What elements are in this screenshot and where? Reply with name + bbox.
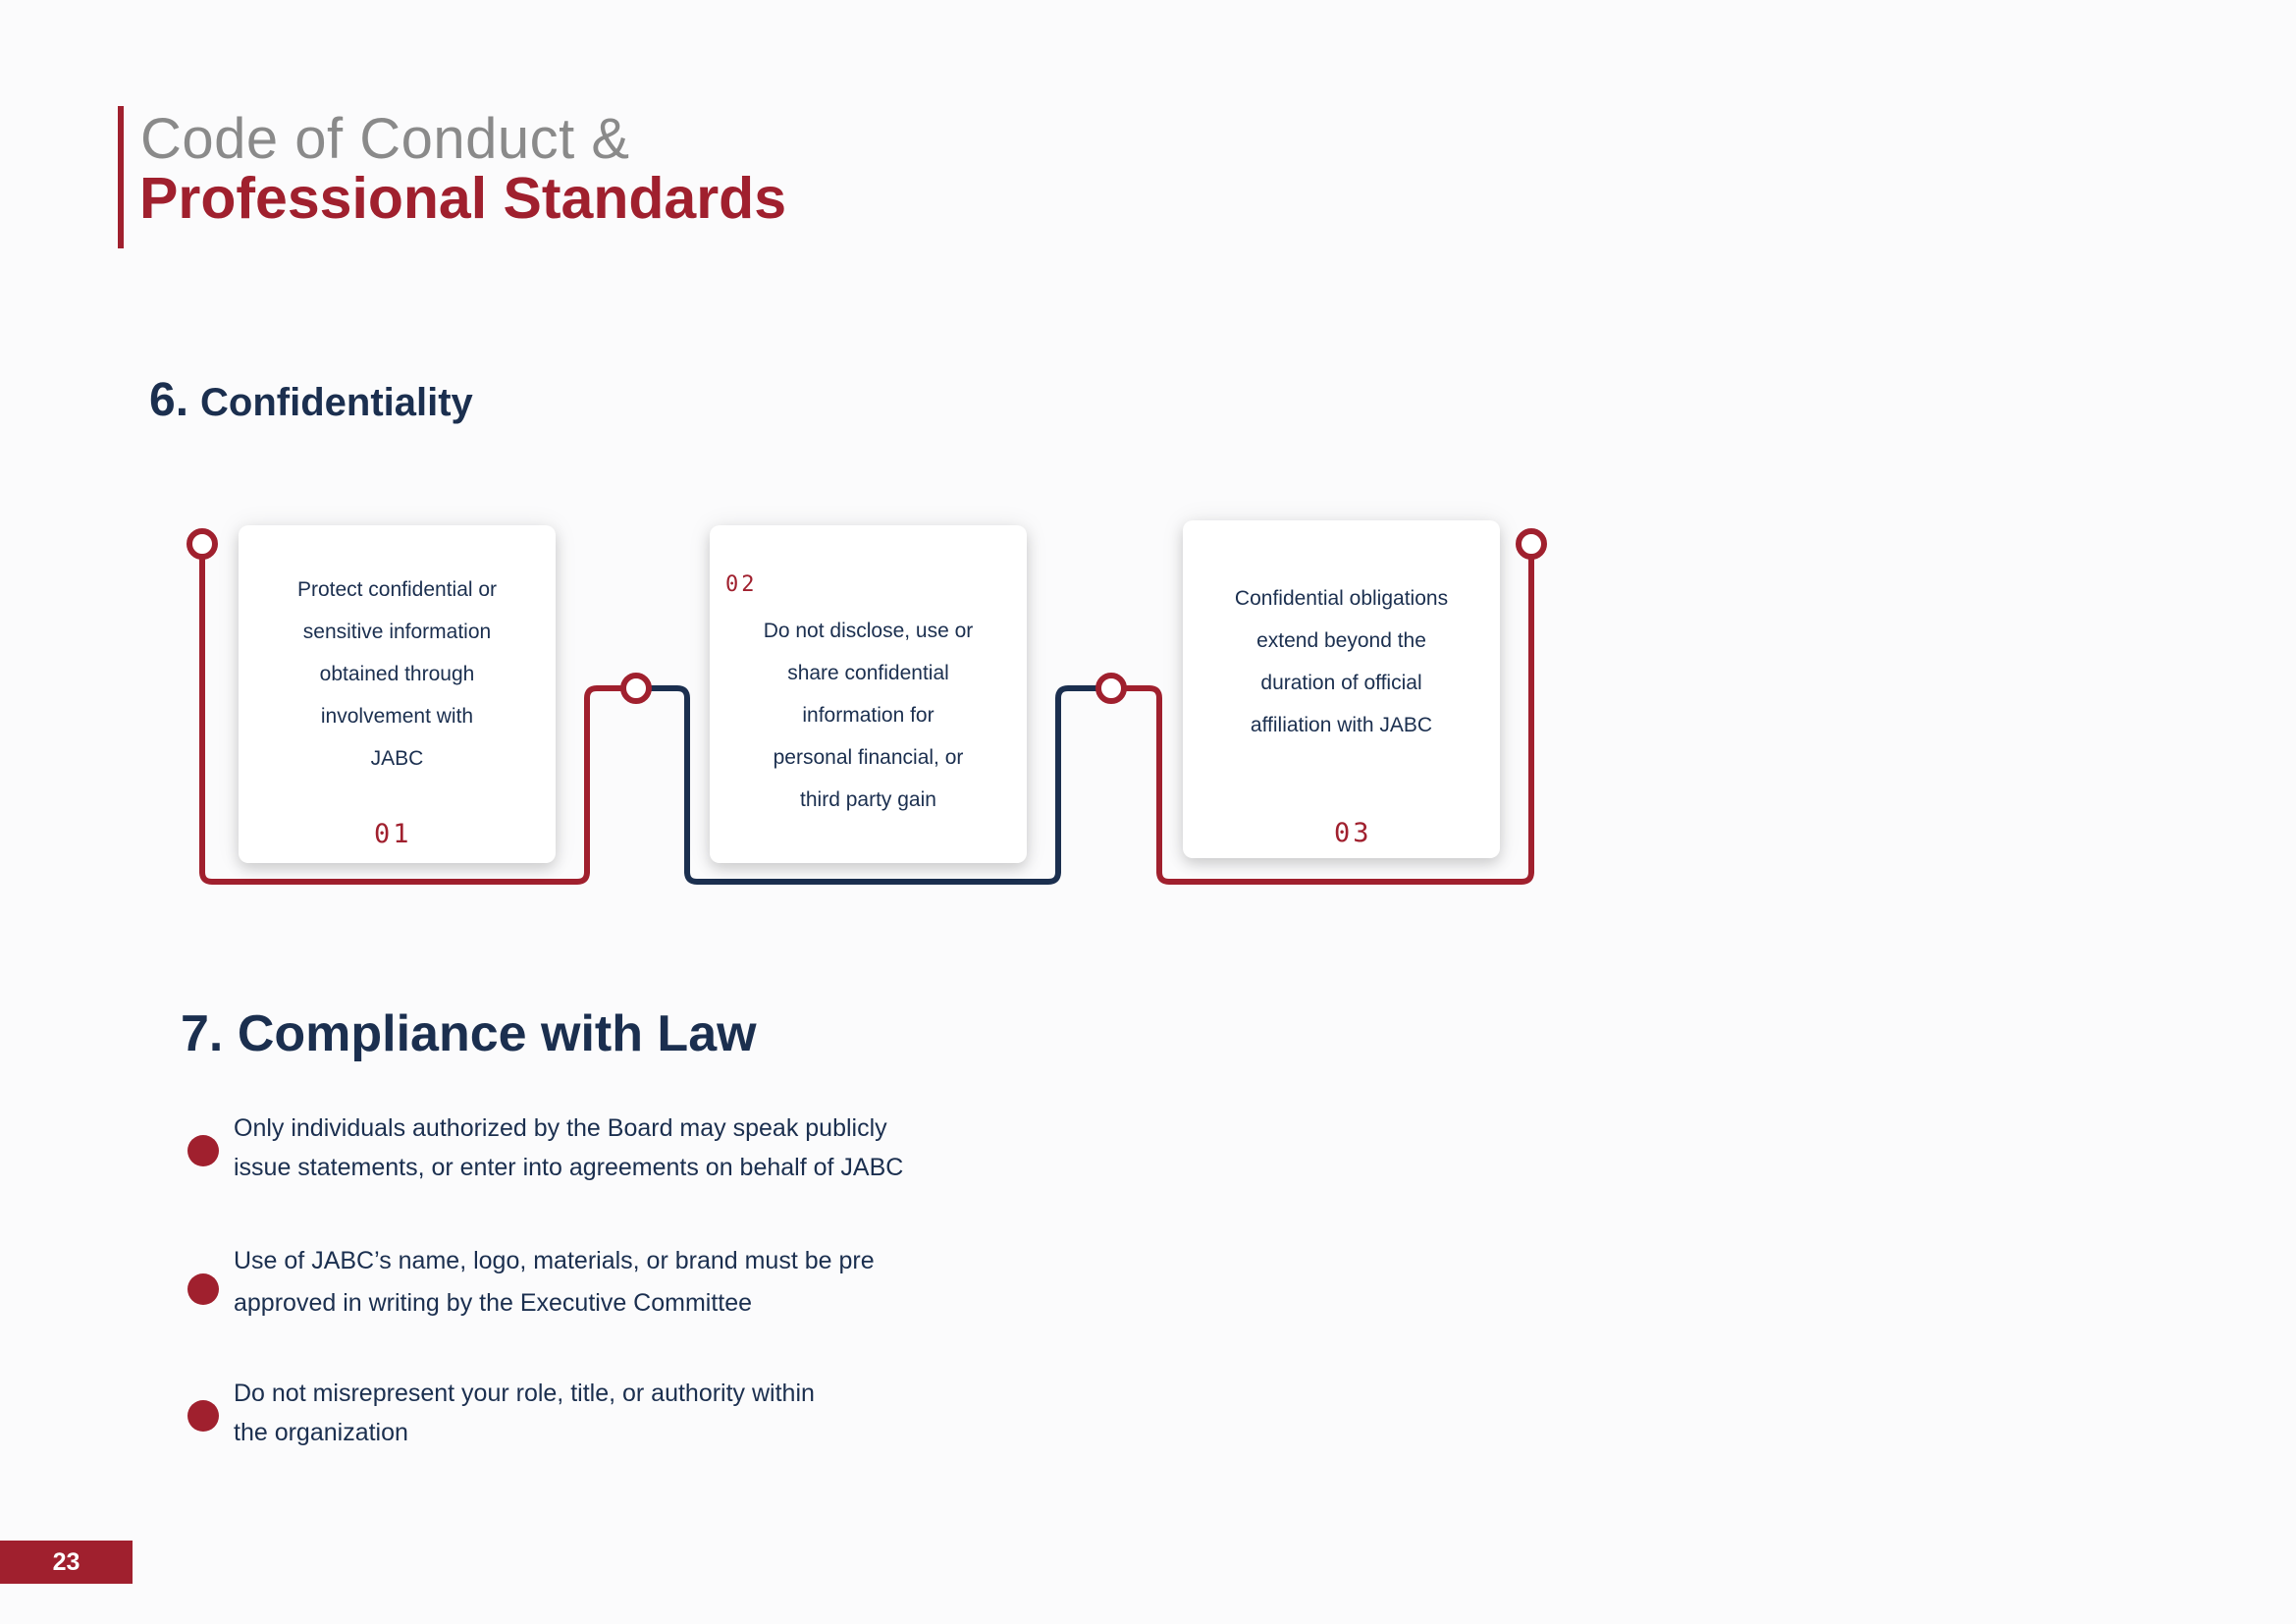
bullet-line: approved in writing by the Executive Committee [234,1289,753,1317]
bullet-line: Only individuals authorized by the Board may speak publicly [234,1114,887,1142]
header-title-line2: Professional Standards [139,166,787,231]
card-02-line: personal financial, or [773,746,964,769]
card-01-line: involvement with [320,705,474,728]
bullet-line: Use of JABC’s name, logo, materials, or brand must be pre [234,1247,875,1274]
card-03-line: affiliation with JABC [1250,714,1433,736]
card-03-number: 03 [1334,818,1372,848]
section7-heading [181,1004,757,1063]
card-02-line: share confidential [787,662,949,684]
section7-title: Compliance with Law [237,1005,757,1062]
section6-number: 6. [149,374,189,426]
bullet-line: the organization [234,1419,408,1446]
card-02-line: information for [802,704,934,727]
bullet-line: issue statements, or enter into agreements on behalf of JABC [234,1154,904,1181]
card-02-number: 02 [725,572,758,597]
bullet-line: Do not misrepresent your role, title, or authority within [234,1380,815,1407]
timeline-node-2 [1098,676,1124,701]
card-03-line: duration of official [1260,672,1422,694]
header-accent-bar [118,106,124,248]
card-03-line: extend beyond the [1256,629,1426,652]
bullet-dot [187,1400,219,1432]
timeline-node-end [1519,531,1544,557]
card-01-line: obtained through [319,663,475,685]
timeline-node-1 [623,676,649,701]
card-01-number: 01 [374,819,412,849]
card-01-line: JABC [370,747,424,770]
confidentiality-card-02 [710,525,1027,863]
header-title-line1: Code of Conduct & [140,107,630,171]
confidentiality-card-01 [239,525,556,863]
card-01-line: Protect confidential or [296,578,498,601]
section6-title: Confidentiality [200,381,473,424]
timeline-node-start [189,531,215,557]
card-01-line: sensitive information [302,621,492,643]
card-02-line: Do not disclose, use or [763,620,974,642]
card-02-line: third party gain [800,788,936,811]
bullet-dot [187,1273,219,1305]
page-number: 23 [0,1541,133,1584]
bullet-dot [187,1135,219,1166]
section6-heading [149,373,473,427]
card-03-line: Confidential obligations [1234,587,1449,610]
section7-number: 7. [181,1005,224,1062]
confidentiality-card-03 [1183,520,1500,858]
